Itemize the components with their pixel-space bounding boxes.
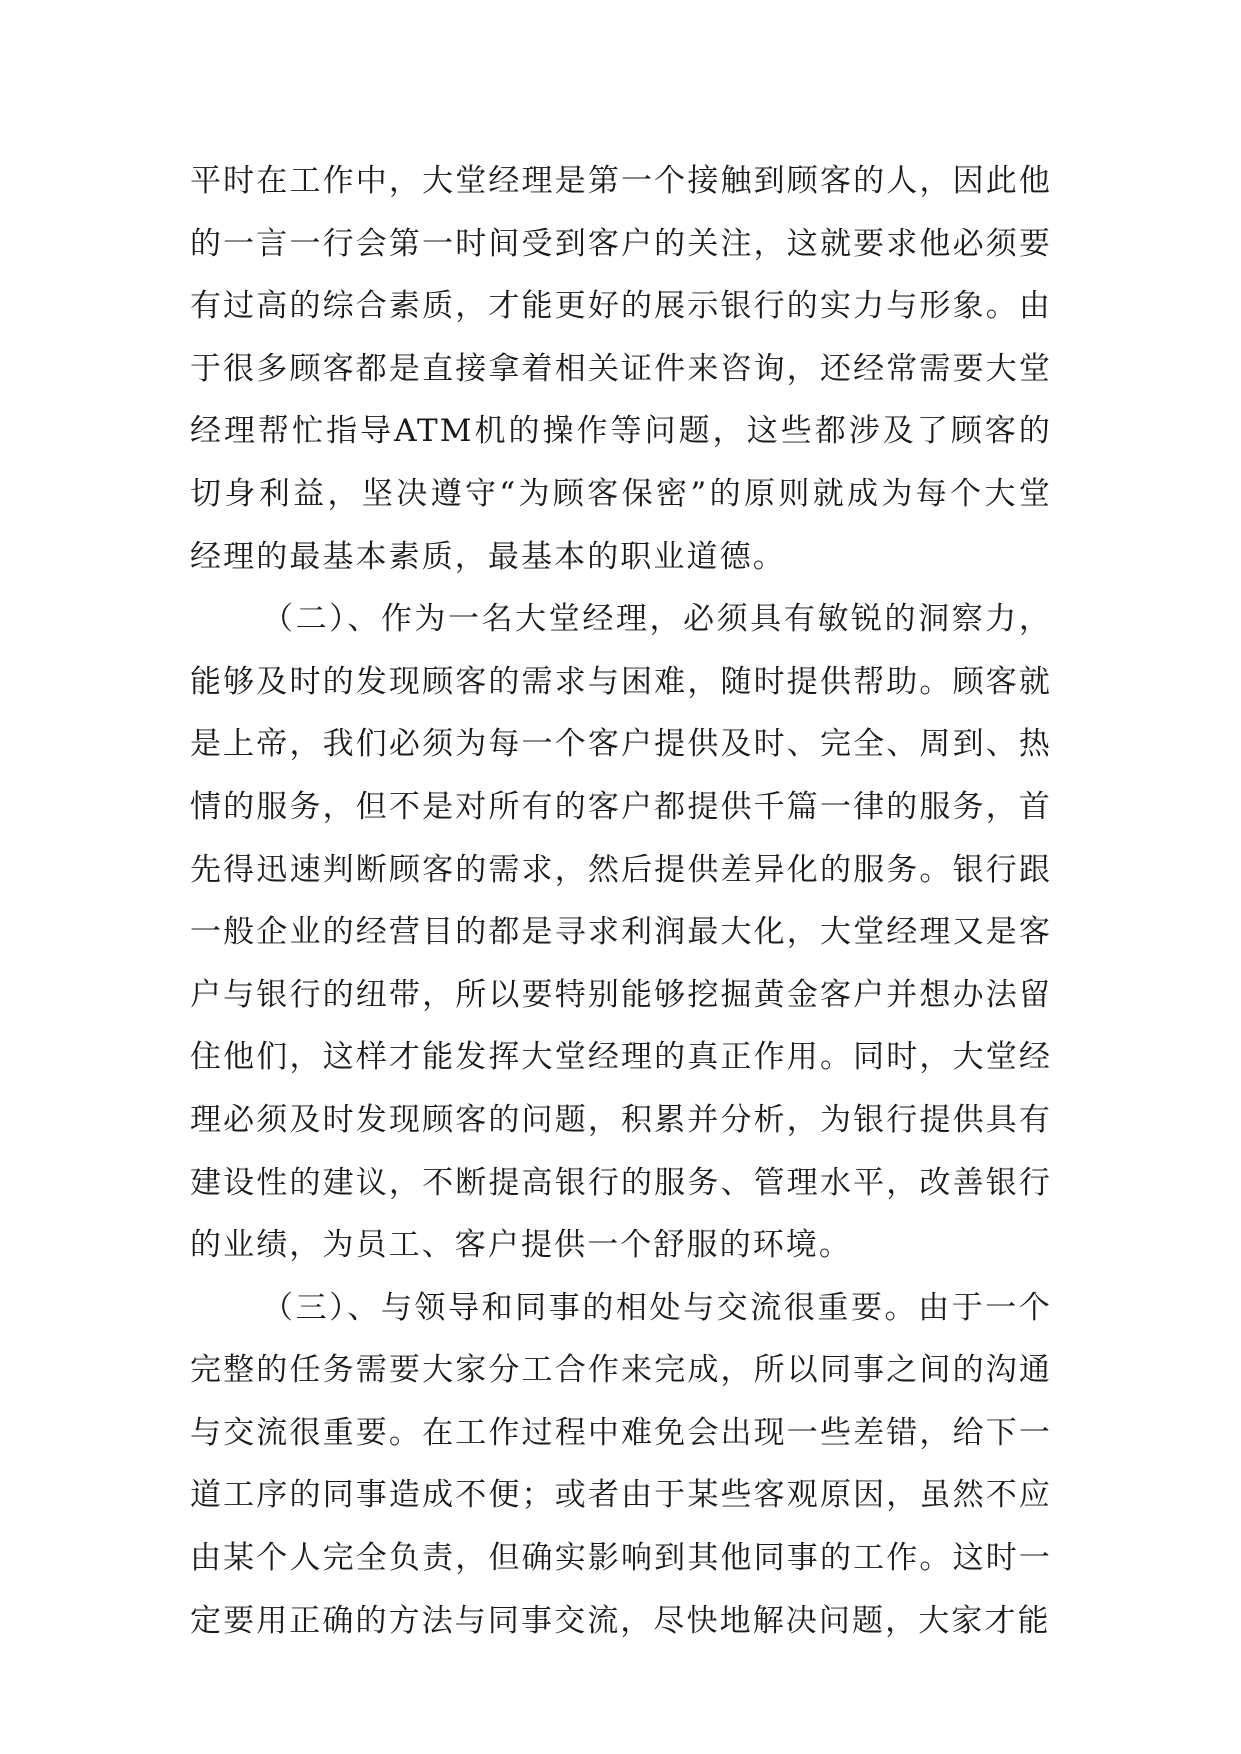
paragraph-2: （二）、作为一名大堂经理，必须具有敏锐的洞察力，能够及时的发现顾客的需求与困难，随时提供帮助。顾客就是上帝，我们必须为每一个客户提供及时、完全、周到、热情的服务，但不是对所有的客户都提供千篇一律的服务，首先得迅速判断顾客的需求，然后提供差异化的服务。银行跟一般企业的经营目的都是寻求利润最大化，大堂经理又是客户与银行的纽带，所以要特别能够挖掘黄金客户并想办法留住他们，这样才能发挥大堂经理的真正作用。同时，大堂经理必须及时发现顾客的问题，积累并分析，为银行提供具有建设性的建议，不断提高银行的服务、管理水平，改善银行的业绩，为员工、客户提供一个舒服的环境。 bbox=[190, 601, 1052, 1264]
paragraph-1: 平时在工作中，大堂经理是第一个接触到顾客的人，因此他的一言一行会第一时间受到客户的关注，这就要求他必须要有过高的综合素质，才能更好的展示银行的实力与形象。由于很多顾客都是直接拿着相关证件来咨询，还经常需要大堂经理帮忙指导ATM机的操作等问题，这些都涉及了顾客的切身利益，坚决遵守“为顾客保密”的原则就成为每个大堂经理的最基本素质，最基本的职业道德。 bbox=[190, 163, 1052, 575]
paragraph-3: （三）、与领导和同事的相处与交流很重要。由于一个完整的任务需要大家分工合作来完成，所以同事之间的沟通与交流很重要。在工作过程中难免会出现一些差错，给下一道工序的同事造成不便；或者由于某些客观原因，虽然不应由某个人完全负责，但确实影响到其他同事的工作。这时一定要用正确的方法与同事交流，尽快地解决问题，大家才能 bbox=[190, 1289, 1052, 1639]
document-body bbox=[190, 150, 1052, 1652]
